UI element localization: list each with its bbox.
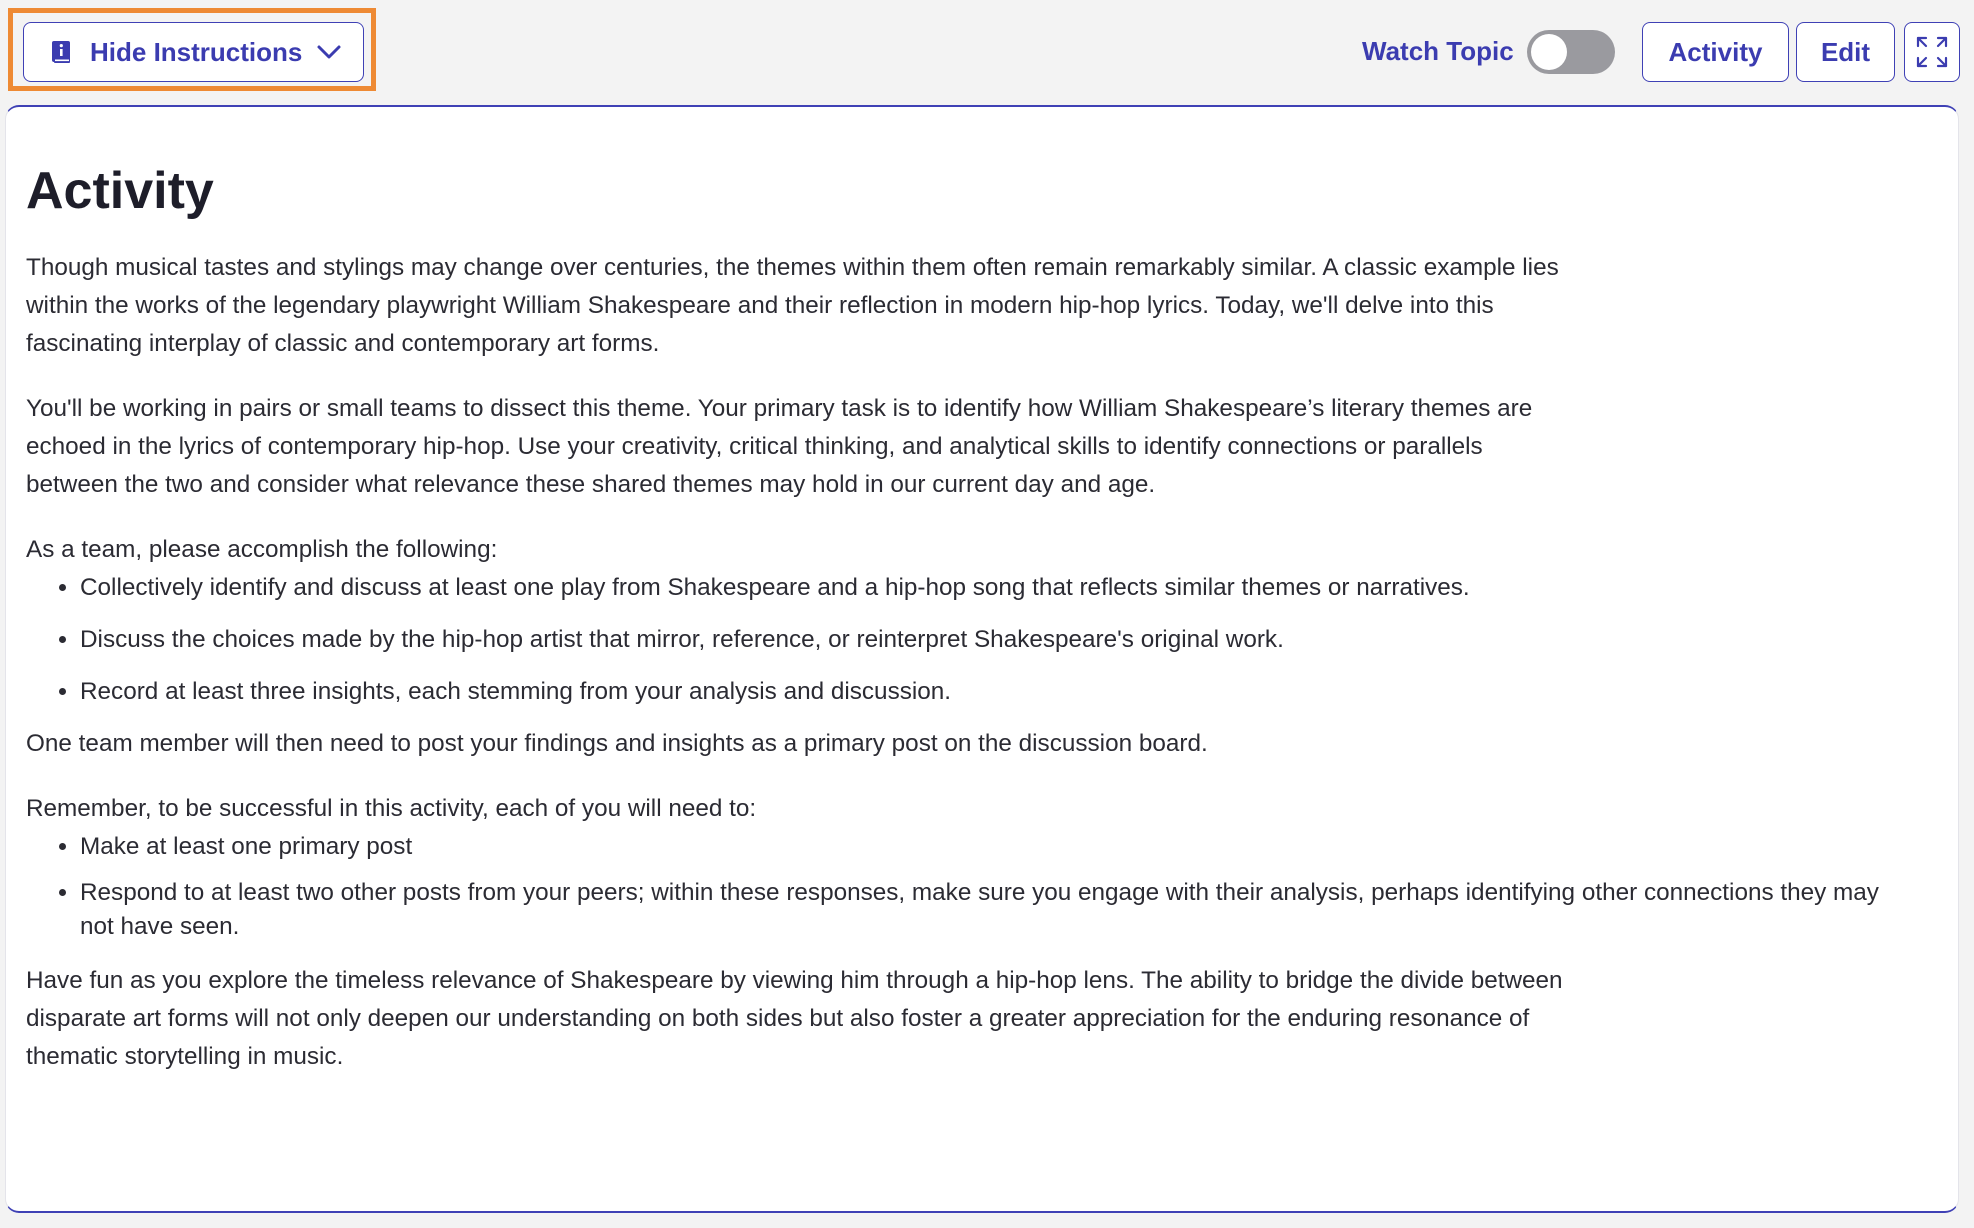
- instructions-panel: [5, 105, 1959, 1213]
- activity-button[interactable]: Activity: [1642, 22, 1789, 82]
- edit-button[interactable]: Edit: [1796, 22, 1895, 82]
- chevron-down-icon: [316, 39, 342, 65]
- task-paragraph: You'll be working in pairs or small teams to dissect this theme. Your primary task is to identify how William Shakespeare’s literary themes are echoed in the lyrics of contemporary hip-hop. Use your creativity, critical thinking, and analytical skills to identify connections or parallels between the two and consider what relevance these shared themes may hold in our current day and age.: [26, 395, 1533, 498]
- book-info-icon: [48, 39, 74, 65]
- intro-paragraph: Though musical tastes and stylings may change over centuries, the themes within them often remain remarkably similar. A classic example lies within the works of the legendary playwright William Shakespeare and their reflection in modern hip-hop lyrics. Today, we'll delve into this fascinating interplay of classic and contemporary art forms.: [26, 254, 1559, 357]
- hide-instructions-button[interactable]: [23, 22, 364, 82]
- watch-topic-label: Watch Topic: [1362, 36, 1514, 66]
- watch-topic-toggle[interactable]: [1527, 30, 1615, 74]
- team-intro: As a team, please accomplish the following:: [26, 536, 498, 563]
- expand-icon: [1915, 35, 1949, 69]
- list-item: • Make at least one primary post: [80, 828, 1646, 866]
- list-item: • Respond to at least two other posts from your peers; within these responses, make sure you engage with their analysis, perhaps identifying other connections they may not have seen.: [80, 876, 1880, 944]
- hide-instructions-label: Hide Instructions: [90, 36, 303, 67]
- toggle-knob: [1531, 34, 1567, 70]
- expand-button[interactable]: [1904, 22, 1960, 82]
- page-title: Activity: [26, 162, 214, 220]
- list-item: • Discuss the choices made by the hip-hop artist that mirror, reference, or reinterpret Shakespeare's original work.: [80, 621, 1646, 659]
- success-intro: Remember, to be successful in this activity, each of you will need to:: [26, 795, 757, 822]
- success-list: [26, 828, 1879, 944]
- team-task-list: [26, 569, 1646, 711]
- list-item: • Collectively identify and discuss at least one play from Shakespeare and a hip-hop song that reflects similar themes or narratives.: [80, 569, 1580, 607]
- instructions-content: [26, 159, 1879, 1076]
- closing-paragraph: Have fun as you explore the timeless relevance of Shakespeare by viewing him through a hip-hop lens. The ability to bridge the divide between disparate art forms will not only deepen our understanding on both sides but also foster a greater appreciation for the enduring resonance of thematic storytelling in music.: [26, 967, 1563, 1070]
- post-note: One team member will then need to post your findings and insights as a primary post on the discussion board.: [26, 730, 1208, 757]
- list-item: • Record at least three insights, each stemming from your analysis and discussion.: [80, 673, 1646, 711]
- top-toolbar: [0, 0, 1974, 104]
